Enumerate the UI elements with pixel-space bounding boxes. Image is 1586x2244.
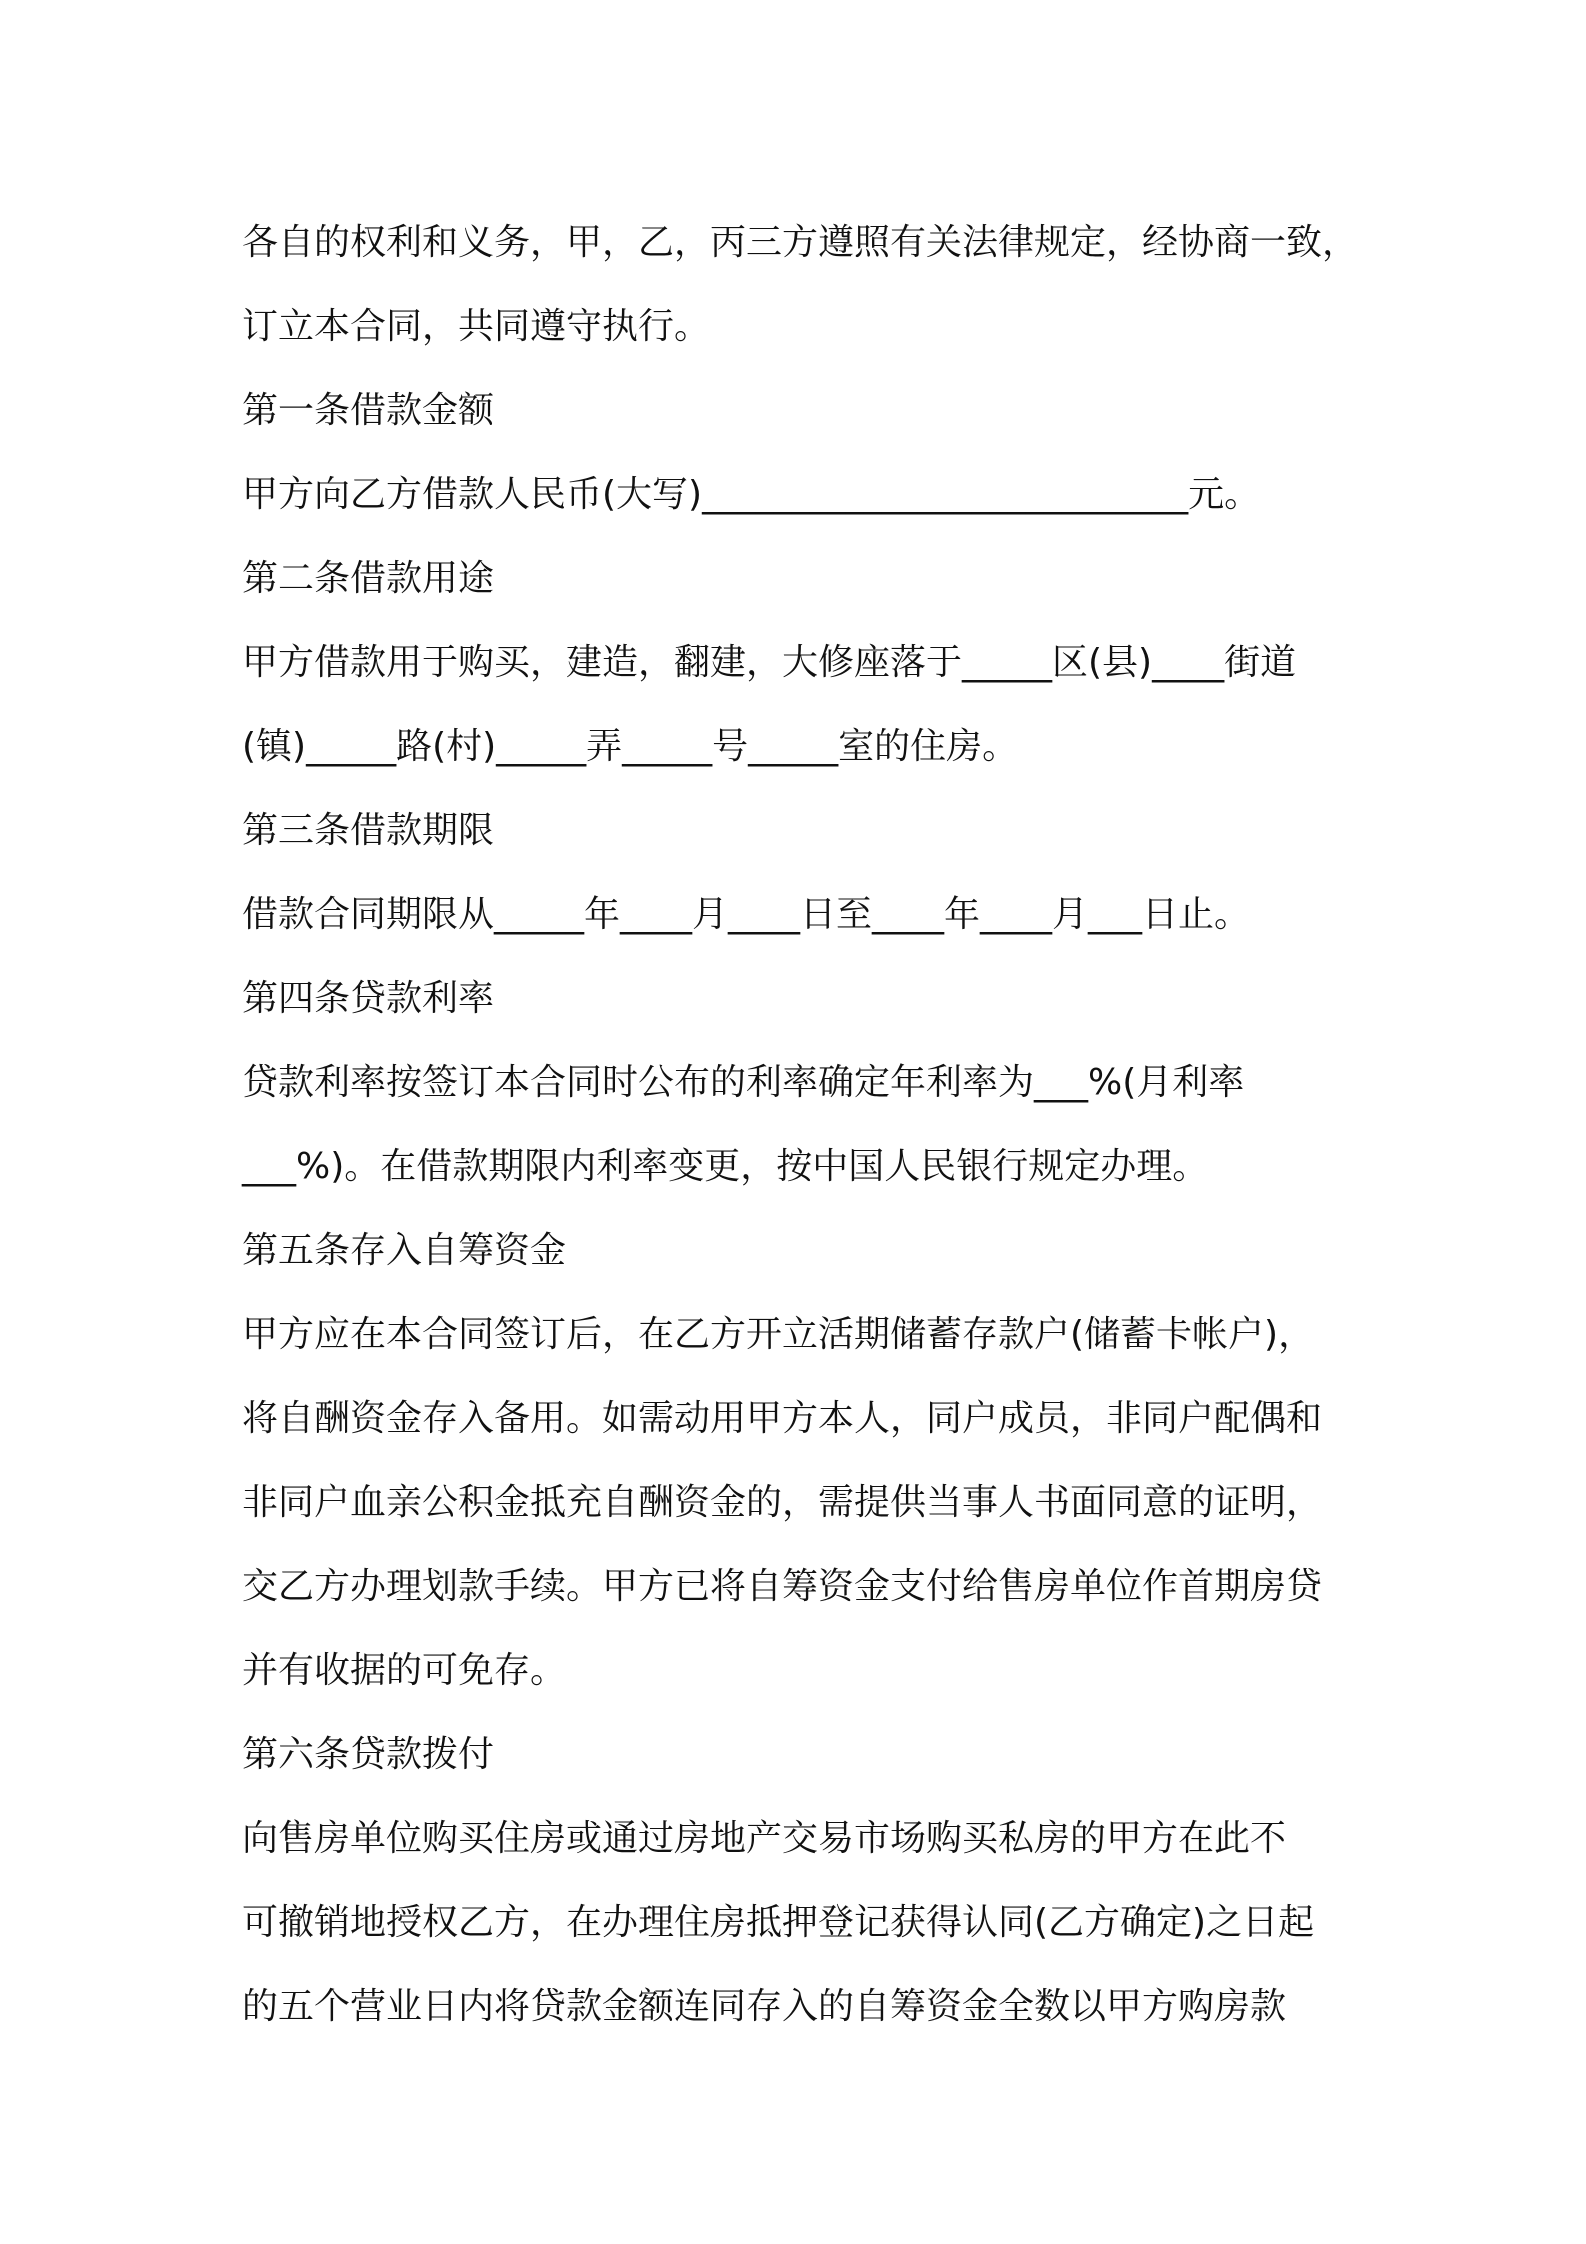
paragraph-line: 甲方应在本合同签订后，在乙方开立活期储蓄存款户(储蓄卡帐户)， <box>242 1314 1315 1355</box>
paragraph-line: 并有收据的可免存。 <box>242 1650 567 1691</box>
paragraph-line: 非同户血亲公积金抵充自酬资金的，需提供当事人书面同意的证明， <box>242 1482 1323 1523</box>
paragraph-line: 向售房单位购买住房或通过房地产交易市场购买私房的甲方在此不 <box>242 1818 1287 1859</box>
paragraph-line: (镇)_____路(村)_____弄_____号_____室的住房。 <box>242 726 1019 767</box>
paragraph-line: 贷款利率按签订本合同时公布的利率确定年利率为___%(月利率 <box>242 1062 1245 1103</box>
paragraph-line: 甲方借款用于购买，建造，翻建，大修座落于_____区(县)____街道 <box>242 642 1297 683</box>
paragraph-line: 甲方向乙方借款人民币(大写)___________________________元。 <box>242 474 1261 515</box>
paragraph-line: 订立本合同，共同遵守执行。 <box>242 306 711 347</box>
paragraph-line: 将自酬资金存入备用。如需动用甲方本人，同户成员，非同户配偶和 <box>242 1398 1323 1439</box>
section-heading: 第五条存入自筹资金 <box>242 1230 567 1271</box>
paragraph-line: ___%)。在借款期限内利率变更，按中国人民银行规定办理。 <box>242 1146 1209 1187</box>
section-heading: 第三条借款期限 <box>242 810 495 851</box>
section-heading: 第四条贷款利率 <box>242 978 495 1019</box>
section-heading: 第一条借款金额 <box>242 390 495 431</box>
document-body <box>242 201 1362 2049</box>
section-heading: 第二条借款用途 <box>242 558 495 599</box>
paragraph-line: 借款合同期限从_____年____月____日至____年____月___日止。 <box>242 894 1251 935</box>
paragraph-line: 的五个营业日内将贷款金额连同存入的自筹资金全数以甲方购房款 <box>242 1986 1287 2027</box>
paragraph-line: 可撤销地授权乙方，在办理住房抵押登记获得认同(乙方确定)之日起 <box>242 1902 1315 1943</box>
paragraph-line: 各自的权利和义务，甲，乙，丙三方遵照有关法律规定，经协商一致， <box>242 222 1359 263</box>
paragraph-line: 交乙方办理划款手续。甲方已将自筹资金支付给售房单位作首期房贷 <box>242 1566 1323 1607</box>
section-heading: 第六条贷款拨付 <box>242 1734 495 1775</box>
